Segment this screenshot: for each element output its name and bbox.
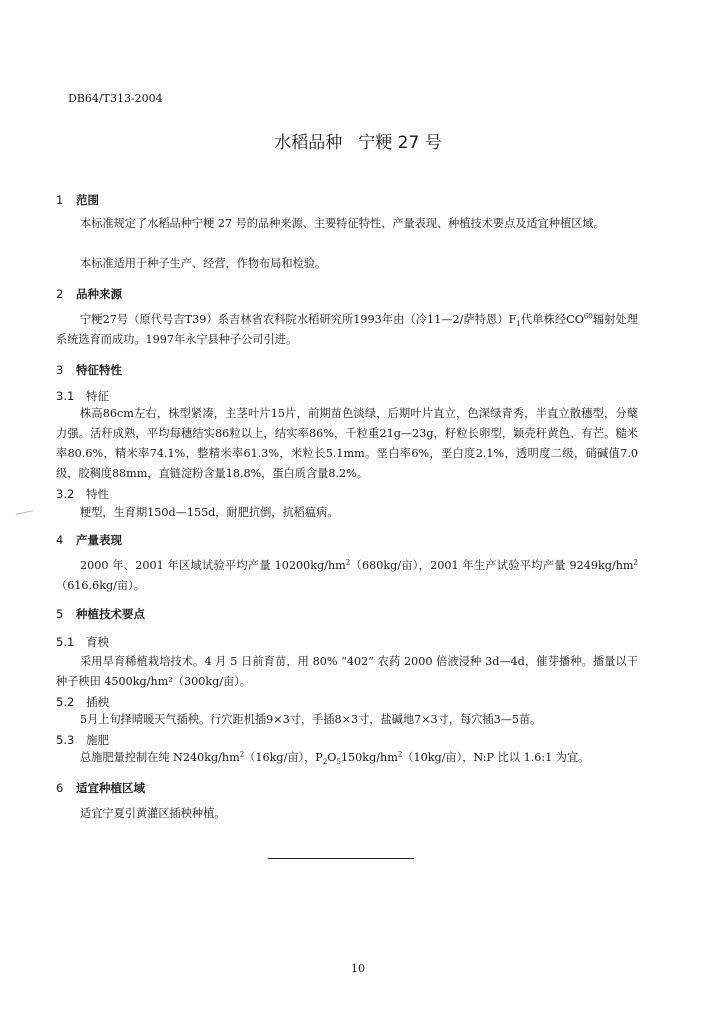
section-5-number: 5: [56, 607, 64, 621]
section-3-title: 特征特性: [76, 363, 122, 377]
section-5-1-title: 育秧: [86, 635, 109, 649]
section-3-2-para: 粳型，生育期150d—155d，耐肥抗倒，抗稻瘟病。: [80, 506, 339, 519]
end-rule: [268, 858, 414, 859]
section-5-2-number: 5.2: [56, 695, 75, 709]
section-2-text-b: 代单株经CO: [520, 313, 584, 326]
section-6-heading: [56, 780, 145, 796]
section-5-title: 种植技术要点: [76, 607, 145, 621]
section-5-2-title: 插秧: [86, 695, 109, 709]
section-1-para-2: 本标准适用于种子生产、经营，作物布局和检验。: [80, 257, 327, 270]
section-5-1-heading: [56, 634, 109, 650]
section-5-3-para: [56, 748, 638, 768]
scan-artifact: [16, 510, 35, 519]
page-title: [0, 128, 716, 153]
section-4-number: 4: [56, 533, 64, 547]
page-number: 10: [351, 962, 365, 975]
section-5-3-heading: [56, 732, 109, 748]
section-2-text-a: 宁粳27号（原代号吉T39）系吉林省农科院水稻研究所1993年由（冷11—2/萨特恩）F: [80, 313, 517, 326]
section-1-para-1: 本标准规定了水稻品种宁粳 27 号的品种来源、主要特征特性、产量表现、种植技术要点及适宜种植区域。: [80, 217, 605, 230]
section-5-3-text-a: 总施肥量控制在纯 N240kg/hm: [80, 751, 240, 764]
section-5-2-heading: [56, 694, 109, 710]
section-2-text-c: 辐射处理系统选育而成功。1997年永宁县种子公司引进。: [56, 313, 638, 346]
section-3-2-number: 3.2: [56, 487, 75, 501]
section-4-sup-1: 2: [345, 558, 351, 567]
section-3-1-number: 3.1: [56, 389, 75, 403]
section-5-3-number: 5.3: [56, 733, 75, 747]
section-5-1-number: 5.1: [56, 635, 75, 649]
section-2-subscript: 1: [516, 320, 521, 329]
section-5-3-title: 施肥: [86, 733, 109, 747]
section-4-sup-2: 2: [633, 558, 638, 567]
section-3-2-heading: [56, 486, 109, 502]
section-5-3-sub-2: 2: [322, 758, 328, 767]
section-4-title: 产量表现: [76, 533, 122, 547]
section-2-superscript: 60: [583, 312, 593, 321]
section-5-3-text-d: （10kg/亩），N:P 比以 1.6:1 为宜。: [402, 751, 590, 764]
section-3-1-heading: [56, 388, 109, 404]
title-part-1: 水稻品种: [274, 133, 343, 153]
section-3-number: 3: [56, 363, 64, 377]
section-5-3-sup-2: 2: [397, 750, 403, 759]
section-5-3-sup-1: 2: [239, 750, 245, 759]
section-4-heading: [56, 532, 122, 548]
section-1-number: 1: [56, 193, 64, 207]
section-5-3-text-b: （16kg/亩），P: [244, 751, 323, 764]
section-3-2-title: 特性: [86, 487, 109, 501]
section-5-3-oxygen: O: [327, 751, 337, 764]
section-5-heading: [56, 606, 145, 622]
standard-number: DB64/T313-2004: [68, 92, 163, 105]
section-4-text-b: （680kg/亩），2001 年生产试验平均产量 9249kg/hm: [350, 559, 634, 572]
section-2-heading: [56, 286, 122, 302]
section-5-1-para: 采用旱育稀植栽培技术。4 月 5 日前育苗，用 80% “402” 农药 2000 倍液浸种 3d—4d，催芽播种。播量以干种子秧田 4500kg/hm²（300kg/亩）。: [56, 655, 638, 688]
section-3-heading: [56, 362, 122, 378]
section-1-heading: [56, 192, 99, 208]
section-2-number: 2: [56, 287, 64, 301]
section-4-text-c: （616.6kg/亩）。: [56, 579, 145, 592]
section-5-2-para: 5月上旬择晴暖天气插秧。行穴距机插9×3寸，手插8×3寸，盐碱地7×3寸，每穴插3—5苗。: [80, 713, 542, 726]
section-6-para: 适宜宁夏引黄灌区插秧种植。: [80, 807, 226, 820]
section-4-text-a: 2000 年、2001 年区域试验平均产量 10200kg/hm: [80, 559, 346, 572]
section-1-title: 范围: [76, 193, 99, 207]
section-3-1-para: 株高86cm左右，株型紧凑，主茎叶片15片，前期苗色淡绿，后期叶片直立，色深绿青秀，半直立散穗型，分蘖力强。活秆成熟，平均每穗结实86粒以上，结实率86%，千粒重21g—23g，籽粒长卵型，颖壳秆黄色、有芒。糙米率80.6%，精米率74.1%，整精米率61.3%，米粒长5.1mm。垩白率6%，垩白度2.1%，透明度二级，硝碱值7.0级，胶稠度88mm，直链淀粉含量18.8%，蛋白质含量8.2%。: [56, 407, 638, 480]
section-5-3-text-c: 150kg/hm: [340, 751, 398, 764]
section-3-1-title: 特征: [86, 389, 109, 403]
section-4-para: [56, 556, 638, 596]
section-6-title: 适宜种植区域: [76, 781, 145, 795]
section-5-3-sub-5: 5: [336, 758, 341, 767]
section-2-title: 品种来源: [76, 287, 122, 301]
section-6-number: 6: [56, 781, 64, 795]
section-2-para: [56, 310, 638, 350]
title-part-2: 宁粳 27 号: [358, 133, 442, 153]
